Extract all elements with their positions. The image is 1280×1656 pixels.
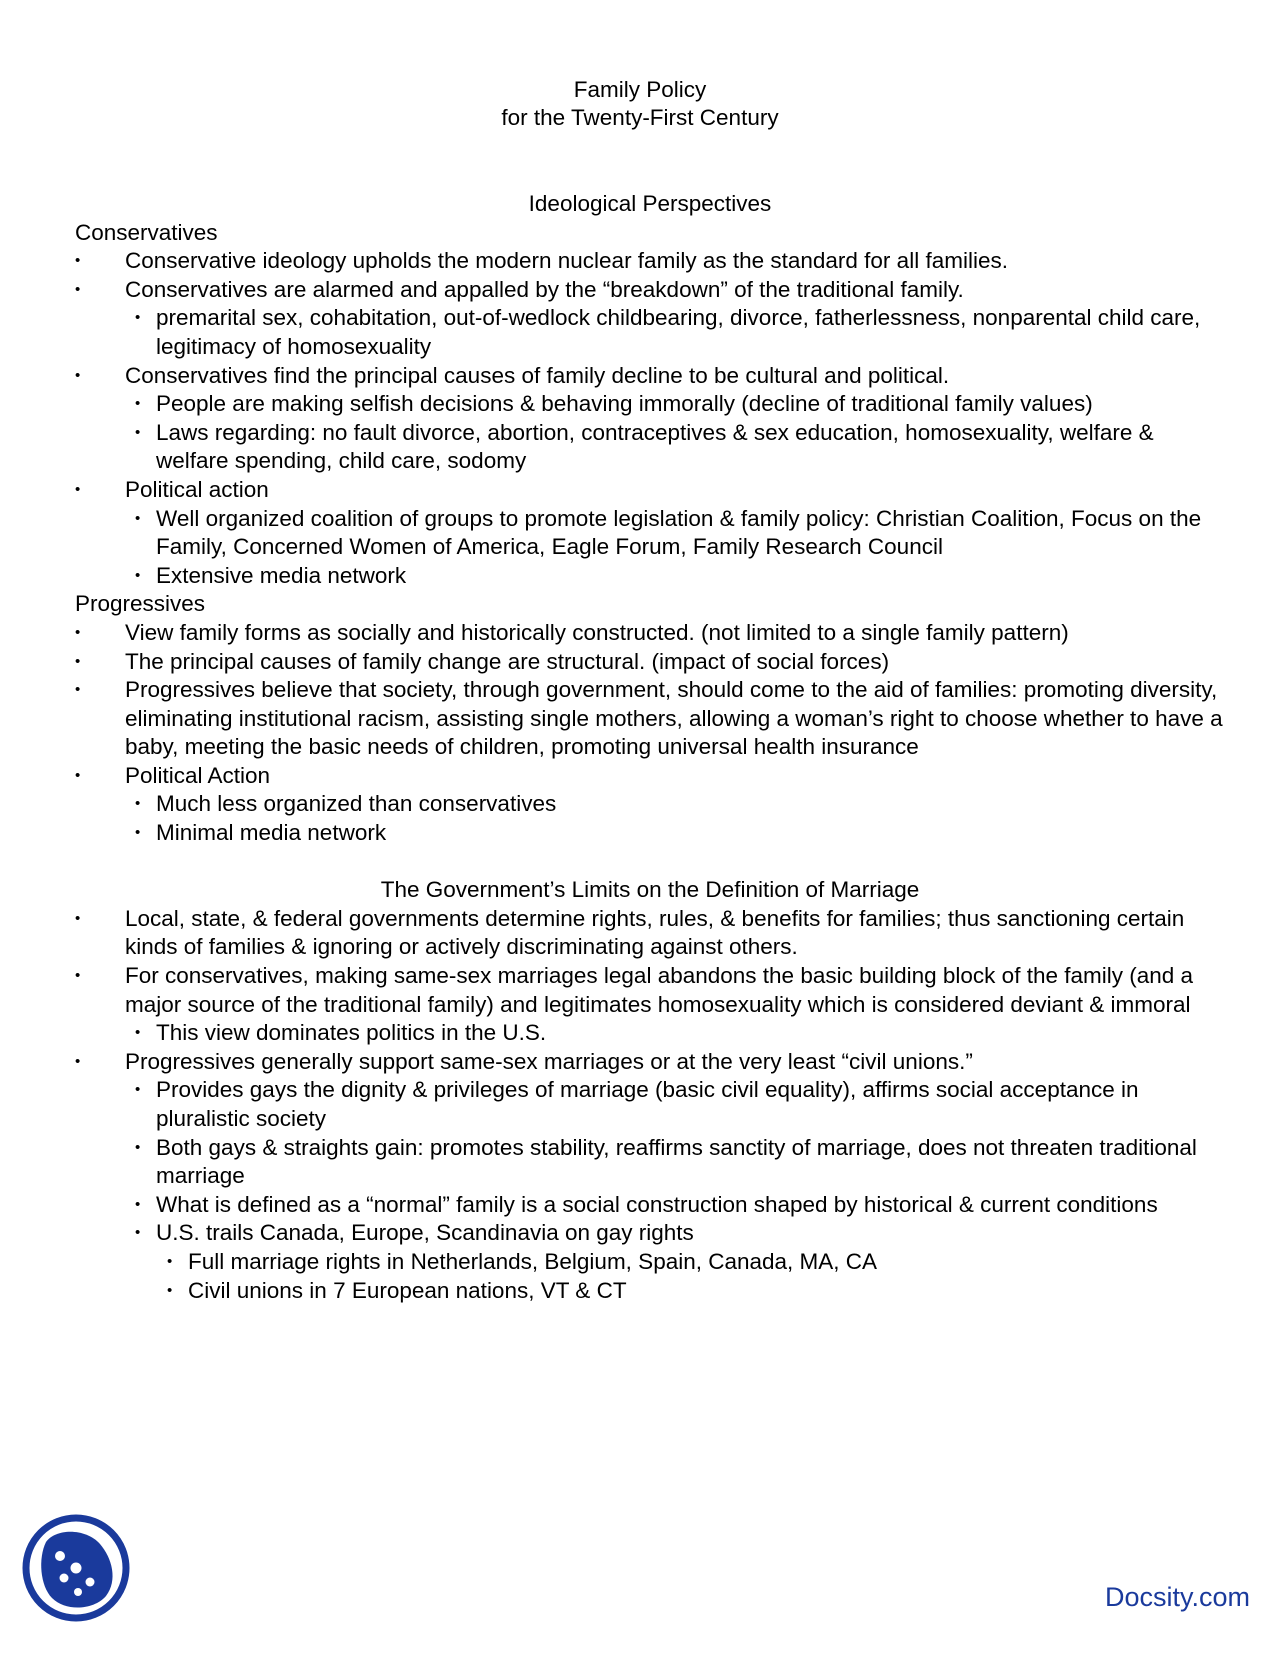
list-item-text: Laws regarding: no fault divorce, abortion, contraceptives & sex education, homosexuality, welfare & welfare spending, child care, sodomy bbox=[156, 419, 1154, 474]
bullet: • bbox=[75, 366, 81, 384]
list-item bbox=[75, 362, 1225, 391]
list-item bbox=[75, 1048, 1225, 1077]
list-item bbox=[75, 390, 1225, 419]
spacer bbox=[75, 848, 1225, 877]
bullet: • bbox=[75, 681, 81, 699]
list-item bbox=[75, 1248, 1225, 1277]
list-item bbox=[75, 505, 1225, 562]
document-body bbox=[75, 190, 1225, 1305]
list-item bbox=[75, 676, 1225, 762]
list-item-text: Local, state, & federal governments determine rights, rules, & benefits for families; thus sanctioning certain kinds of families & ignoring or actively discriminating against others. bbox=[125, 905, 1185, 960]
list-item bbox=[75, 1277, 1225, 1306]
list-item bbox=[75, 962, 1225, 1019]
list-item-text: Full marriage rights in Netherlands, Belgium, Spain, Canada, MA, CA bbox=[188, 1248, 878, 1274]
list-item-text: Both gays & straights gain: promotes stability, reaffirms sanctity of marriage, does not threaten traditional marriage bbox=[156, 1134, 1197, 1189]
list-item bbox=[75, 419, 1225, 476]
progressives-label: Progressives bbox=[75, 591, 206, 617]
list-item bbox=[75, 476, 1225, 505]
list-item bbox=[75, 562, 1225, 591]
list-item-text: Conservatives are alarmed and appalled by the “breakdown” of the traditional family. bbox=[125, 276, 964, 302]
progressives-section bbox=[75, 590, 1225, 847]
list-item-text: This view dominates politics in the U.S. bbox=[156, 1020, 547, 1046]
bullet: • bbox=[135, 423, 141, 441]
list-item bbox=[75, 276, 1225, 305]
bullet: • bbox=[135, 795, 141, 813]
list-item bbox=[75, 905, 1225, 962]
bullet: • bbox=[135, 509, 141, 527]
list-item-text: Progressives generally support same-sex marriages or at the very least “civil unions.” bbox=[125, 1048, 973, 1074]
list-item bbox=[75, 1219, 1225, 1248]
bullet: • bbox=[167, 1281, 173, 1299]
list-item-text: Progressives believe that society, through government, should come to the aid of families: promoting diversity, eliminating institutional racism, assisting single mothers, allowing a woman’s right to choose whether to have a baby, meeting the basic needs of children, promoting universal health insurance bbox=[125, 677, 1223, 760]
list-item-text: Political action bbox=[125, 476, 269, 502]
list-item bbox=[75, 819, 1225, 848]
list-item-text: Minimal media network bbox=[156, 820, 387, 846]
list-item-text: Provides gays the dignity & privileges of marriage (basic civil equality), affirms social acceptance in pluralistic society bbox=[156, 1077, 1139, 1131]
list-item bbox=[75, 247, 1225, 276]
bullet: • bbox=[135, 1024, 141, 1042]
list-item-text: Conservatives find the principal causes of family decline to be cultural and political. bbox=[125, 362, 950, 388]
list-item-text: U.S. trails Canada, Europe, Scandinavia on gay rights bbox=[156, 1220, 694, 1246]
list-item-text: Civil unions in 7 European nations, VT & CT bbox=[188, 1277, 627, 1303]
bullet: • bbox=[75, 623, 81, 641]
docsity-logo-icon[interactable] bbox=[20, 1512, 132, 1624]
marriage-section bbox=[75, 905, 1225, 1305]
list-item bbox=[75, 762, 1225, 791]
list-item-text: For conservatives, making same-sex marriages legal abandons the basic building block of the family (and a major source of the traditional family) and legitimates homosexuality which is considered deviant & immoral bbox=[125, 963, 1194, 1017]
section-heading-marriage: The Government’s Limits on the Definition of Marriage bbox=[380, 877, 920, 903]
list-item-text: Much less organized than conservatives bbox=[156, 791, 557, 817]
title-line-1: Family Policy bbox=[573, 77, 707, 102]
bullet: • bbox=[75, 766, 81, 784]
document-title bbox=[0, 76, 1280, 132]
bullet: • bbox=[135, 1081, 141, 1099]
list-item-text: The principal causes of family change are structural. (impact of social forces) bbox=[125, 648, 890, 674]
list-item-text: Well organized coalition of groups to promote legislation & family policy: Christian Coalition, Focus on the Family, Concerned Women of America, Eagle Forum, Family Research Council bbox=[156, 505, 1202, 560]
list-item bbox=[75, 619, 1225, 648]
bullet: • bbox=[75, 480, 81, 498]
list-item bbox=[75, 304, 1225, 361]
bullet: • bbox=[135, 566, 141, 584]
list-item bbox=[75, 1191, 1225, 1220]
bullet: • bbox=[135, 824, 141, 842]
list-item-text: Conservative ideology upholds the modern nuclear family as the standard for all families. bbox=[125, 248, 1008, 274]
title-line-2: for the Twenty-First Century bbox=[501, 105, 779, 130]
bullet: • bbox=[135, 1138, 141, 1156]
section-heading-ideological: Ideological Perspectives bbox=[528, 191, 772, 216]
list-item-text: What is defined as a “normal” family is a social construction shaped by historical & current conditions bbox=[156, 1191, 1158, 1217]
bullet: • bbox=[75, 280, 81, 298]
bullet: • bbox=[75, 909, 81, 927]
list-item-text: View family forms as socially and historically constructed. (not limited to a single family pattern) bbox=[125, 619, 1069, 645]
list-item-text: premarital sex, cohabitation, out-of-wedlock childbearing, divorce, fatherlessness, nonparental child care, legitimacy of homosexuality bbox=[156, 305, 1201, 359]
docsity-brand-link[interactable]: Docsity.com bbox=[1104, 1582, 1250, 1612]
conservatives-section bbox=[75, 219, 1225, 591]
bullet: • bbox=[75, 1052, 81, 1070]
conservatives-label: Conservatives bbox=[75, 219, 218, 245]
list-item bbox=[75, 790, 1225, 819]
bullet: • bbox=[135, 1195, 141, 1213]
bullet: • bbox=[135, 1224, 141, 1242]
list-item bbox=[75, 1019, 1225, 1048]
list-item bbox=[75, 1134, 1225, 1191]
bullet: • bbox=[135, 395, 141, 413]
bullet: • bbox=[135, 309, 141, 327]
list-item bbox=[75, 648, 1225, 677]
list-item-text: Extensive media network bbox=[156, 562, 407, 588]
bullet: • bbox=[167, 1252, 173, 1270]
list-item bbox=[75, 1076, 1225, 1133]
list-item-text: Political Action bbox=[125, 762, 271, 788]
bullet: • bbox=[75, 252, 81, 270]
bullet: • bbox=[75, 652, 81, 670]
list-item-text: People are making selfish decisions & behaving immorally (decline of traditional family values) bbox=[156, 391, 1093, 417]
bullet: • bbox=[75, 967, 81, 985]
